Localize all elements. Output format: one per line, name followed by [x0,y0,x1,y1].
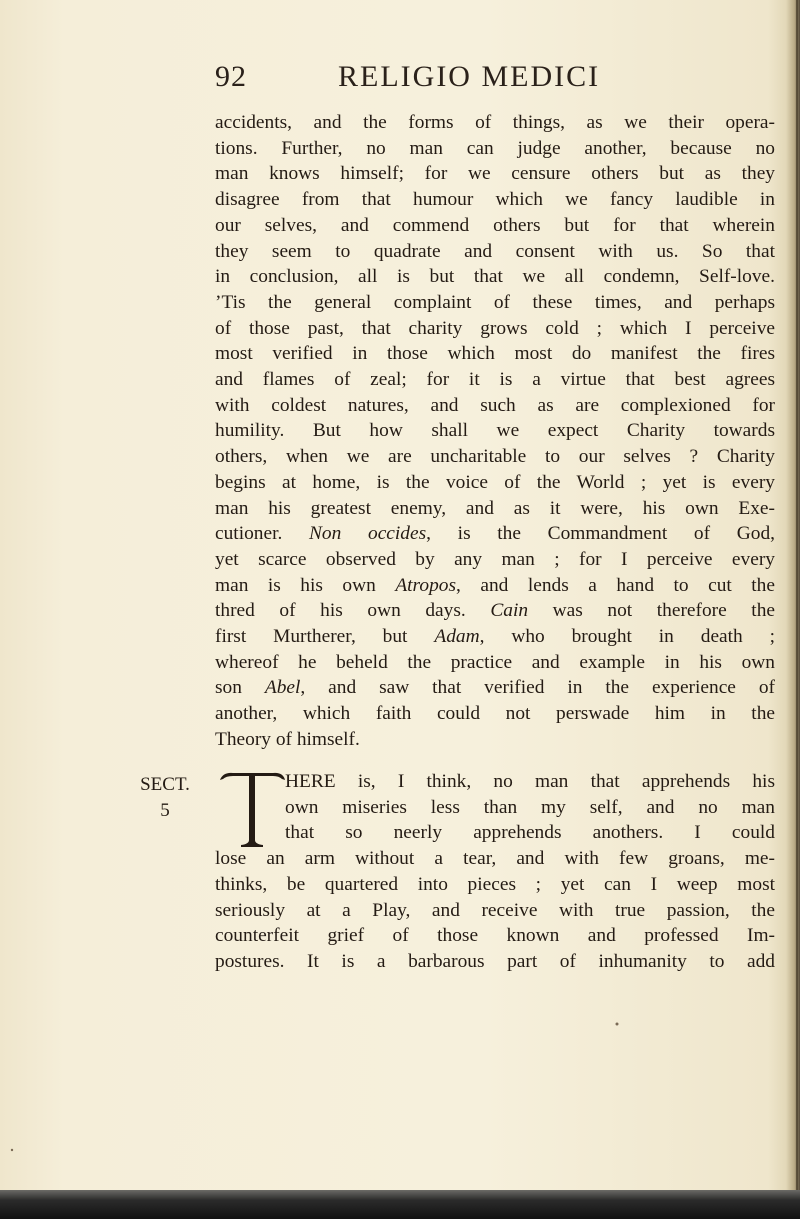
text-line: tions. Further, no man can judge another, because no [215,137,775,159]
text-run: , and saw that verified in the experience of [300,677,775,699]
text-line [215,624,775,650]
text-line: whereof he beheld the practice and example in his own [215,651,775,673]
text-line: man his greatest enemy, and as it were, his own Exe- [215,497,775,519]
name-cain: Cain [490,600,529,622]
text-line: Theory of himself. [215,728,360,750]
text-run: son [215,677,242,699]
section-label: SECT. [140,774,190,795]
section-marker [125,772,205,824]
text-run: , is the Commandment of God, [426,523,775,545]
name-atropos: Atropos [395,574,457,596]
text-line: yet scarce observed by any man ; for I perceive every [215,548,775,570]
text-run: cutioner. [215,523,283,545]
text-line: our selves, and commend others but for that wherein [215,214,775,236]
text-run: , and lends a hand to cut the [456,574,775,596]
text-line: with coldest natures, and such as are complexioned for [215,394,775,416]
text-run: , who brought in death ; [479,626,776,648]
paragraph-1 [215,110,775,753]
page-number: 92 [215,60,247,93]
text-line: counterfeit grief of those known and professed Im- [215,925,775,947]
text-line: disagree from that humour which we fancy laudible in [215,189,775,211]
text-line: thinks, be quartered into pieces ; yet can I weep most [215,873,775,895]
section-number: 5 [160,800,170,821]
running-title: RELIGIO MEDICI [338,60,601,93]
text-run: first Murtherer, but [215,626,408,648]
text-line [215,573,775,599]
text-line: others, when we are uncharitable to our selves ? Charity [215,446,775,468]
text-run: thred of his own days. [215,600,466,622]
text-line: man knows himself; for we censure others but as they [215,163,775,185]
text-line: and flames of zeal; for it is a virtue that best agrees [215,369,775,391]
text-line [215,598,775,624]
text-line: that so neerly apprehends anothers. I could [285,822,775,844]
text-line: postures. It is a barbarous part of inhumanity to add [215,950,775,972]
text-line: humility. But how shall we expect Charity towards [215,420,775,442]
text-line: of those past, that charity grows cold ; which I perceive [215,317,775,339]
text-run: was not therefore the [552,600,775,622]
text-line: ’Tis the general complaint of these times, and perhaps [215,291,775,313]
text-line: another, which faith could not perswade him in the [215,703,775,725]
text-line: most verified in those which most do manifest the fires [215,343,775,365]
text-line: begins at home, is the voice of the World ; yet is every [215,471,775,493]
page-header [215,56,795,96]
text-line: accidents, and the forms of things, as we their opera- [215,112,775,133]
latin-phrase: Non occides [309,523,427,545]
text-line: they seem to quadrate and consent with us. So that [215,240,775,262]
text-line: seriously at a Play, and receive with true passion, the [215,899,775,921]
text-line [215,521,775,547]
text-line: in conclusion, all is but that we all condemn, Self-love. [215,266,775,288]
text-line [215,675,775,701]
text-run: man is his own [215,574,376,596]
text-line: own miseries less than my self, and no man [285,796,775,818]
name-adam: Adam [434,626,480,648]
text-line: lose an arm without a tear, and with few groans, me- [215,848,775,870]
text-line: HERE is, I think, no man that apprehends his [285,771,775,792]
name-abel: Abel [264,677,301,699]
paragraph-2 [215,769,775,975]
